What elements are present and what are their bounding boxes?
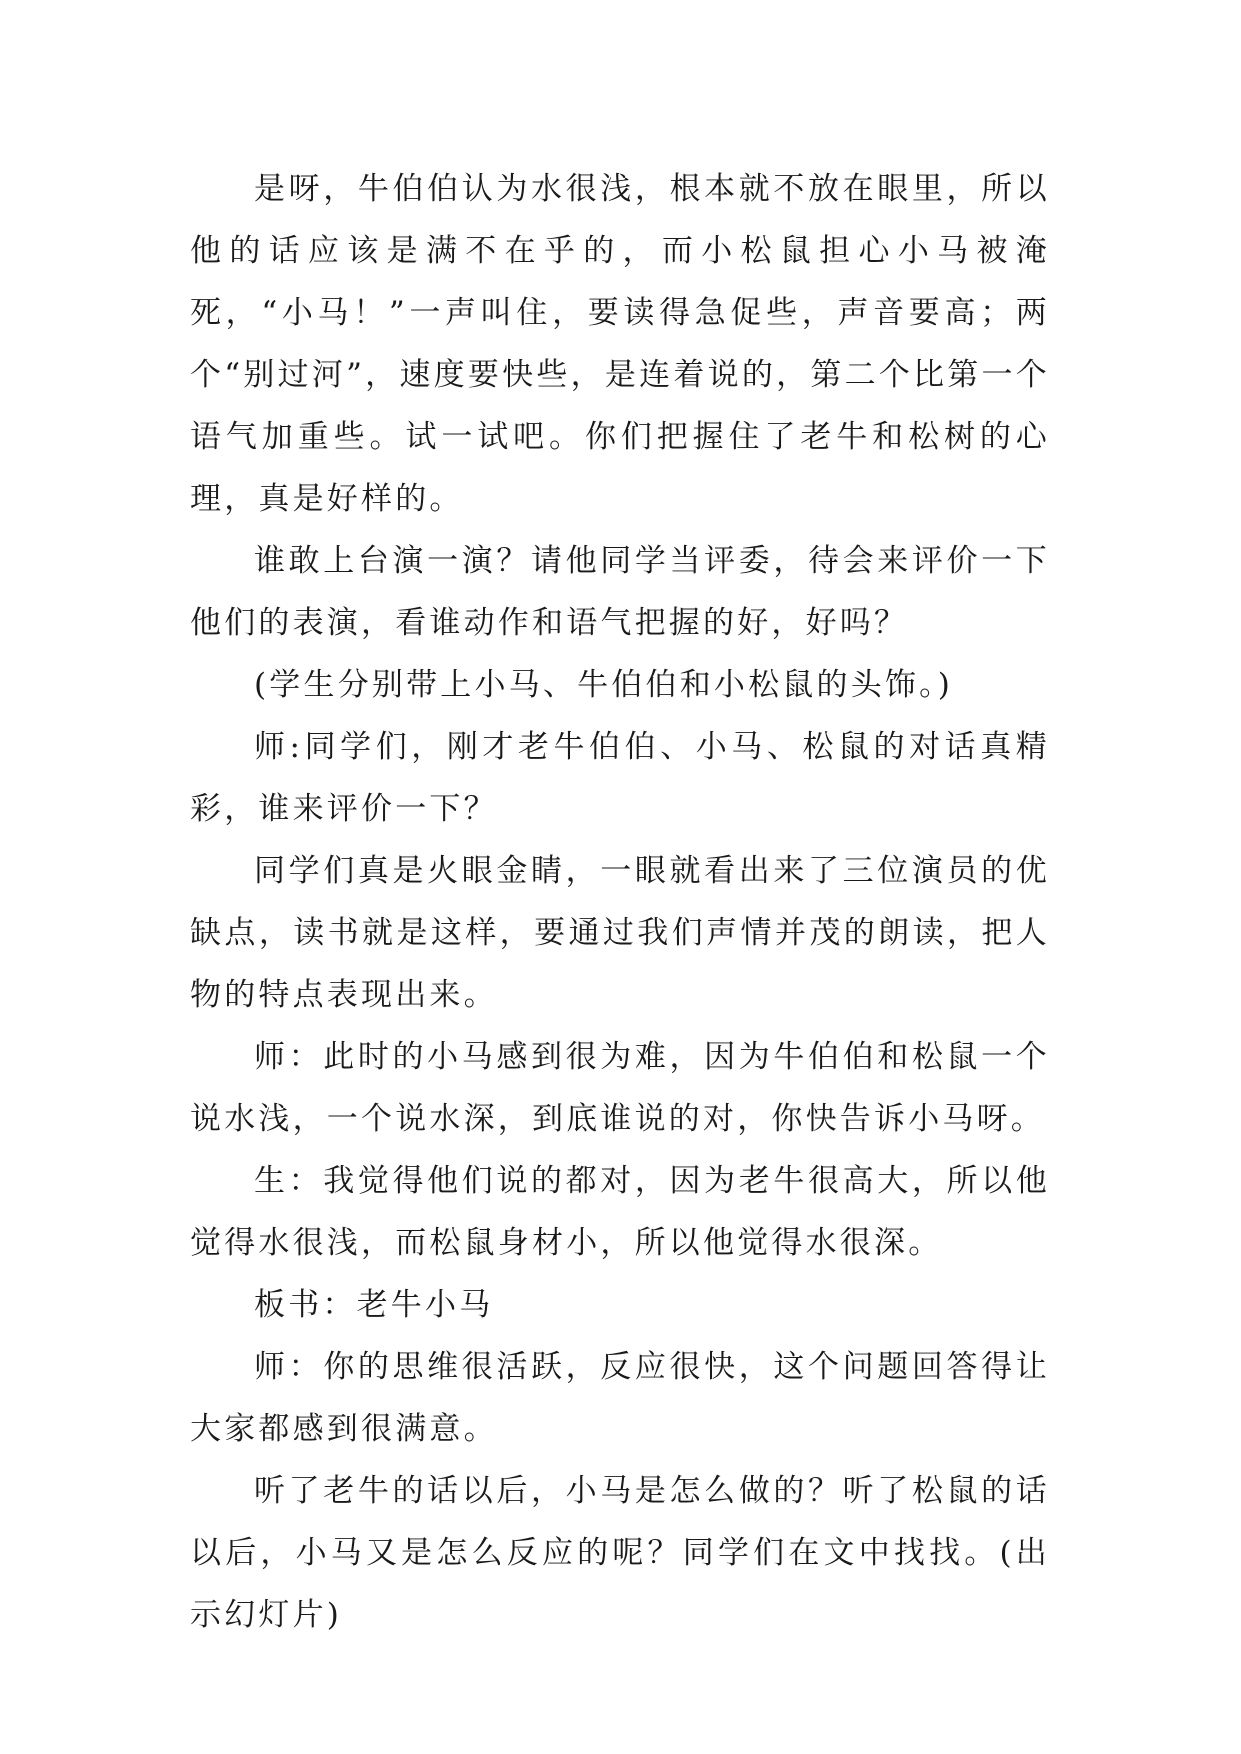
paragraph-8: 板书：老牛小马 [254, 1287, 494, 1323]
paragraph-5: 同学们真是火眼金睛，一眼就看出来了三位演员的优缺点，读书就是这样，要通过我们声情并茂的朗读，把人物的特点表现出来。 [190, 853, 1050, 1013]
paragraph-1: 是呀，牛伯伯认为水很浅，根本就不放在眼里，所以他的话应该是满不在乎的，而小松鼠担心小马被淹死，“小马！”一声叫住，要读得急促些，声音要高；两个“别过河”，速度要快些，是连着说的，第二个比第一个语气加重些。试一试吧。你们把握住了老牛和松树的心理，真是好样的。 [190, 171, 1050, 517]
paragraph-3: (学生分别带上小马、牛伯伯和小松鼠的头饰。) [254, 667, 954, 703]
paragraph-9: 师：你的思维很活跃，反应很快，这个问题回答得让大家都感到很满意。 [190, 1349, 1050, 1447]
document-body [190, 158, 1050, 1646]
paragraph-4: 师:同学们，刚才老牛伯伯、小马、松鼠的对话真精彩，谁来评价一下？ [190, 729, 1050, 827]
paragraph-6: 师：此时的小马感到很为难，因为牛伯伯和松鼠一个说水浅，一个说水深，到底谁说的对，你快告诉小马呀。 [190, 1039, 1050, 1137]
paragraph-7: 生：我觉得他们说的都对，因为老牛很高大，所以他觉得水很浅，而松鼠身材小，所以他觉得水很深。 [190, 1163, 1050, 1261]
paragraph-10: 听了老牛的话以后，小马是怎么做的？听了松鼠的话以后，小马又是怎么反应的呢？同学们在文中找找。(出示幻灯片) [190, 1473, 1050, 1633]
paragraph-2: 谁敢上台演一演？请他同学当评委，待会来评价一下他们的表演，看谁动作和语气把握的好，好吗？ [190, 543, 1050, 641]
